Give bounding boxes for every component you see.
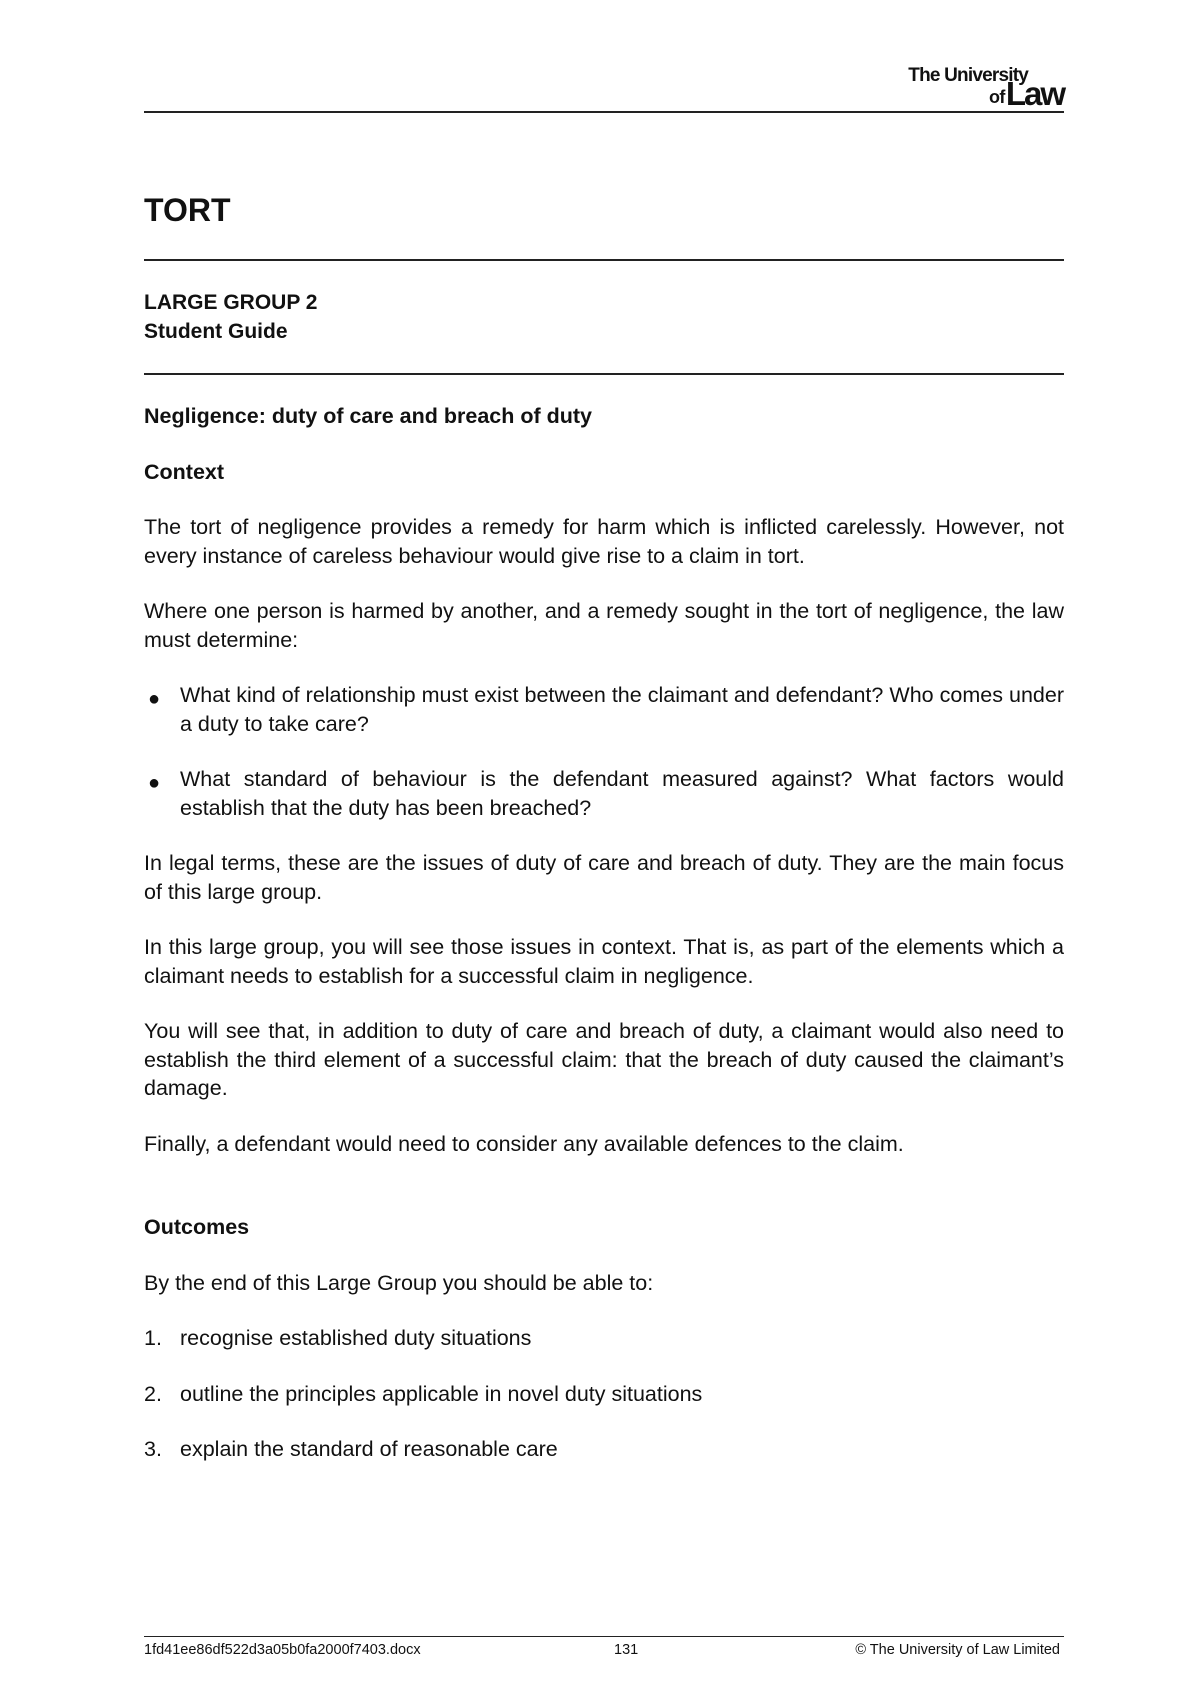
subtitle-block	[144, 288, 317, 346]
paragraph: In this large group, you will see those issues in context. That is, as part of the elements which a claimant needs to establish for a successful claim in negligence.	[144, 935, 1064, 988]
outcome-item	[144, 1324, 1064, 1353]
logo-line1: The University	[908, 65, 1028, 86]
outcome-number: 3.	[144, 1437, 162, 1461]
outcome-text: explain the standard of reasonable care	[180, 1437, 558, 1461]
subtitle-divider	[144, 373, 1064, 375]
bullet-text: What standard of behaviour is the defendant measured against? What factors would establish that the duty has been breached?	[180, 767, 1064, 820]
paragraph: You will see that, in addition to duty of care and breach of duty, a claimant would also need to establish the third element of a successful claim: that the breach of duty caused the claimant’s damage.	[144, 1019, 1064, 1100]
bullet-list	[144, 681, 1064, 822]
document-page	[144, 0, 1064, 1698]
outcome-number: 2.	[144, 1381, 162, 1406]
page-title: TORT	[144, 192, 231, 228]
footer-page-number: 131	[614, 1642, 639, 1658]
bullet-icon: ●	[148, 772, 161, 794]
university-logo	[908, 66, 1064, 116]
footer-divider	[144, 1636, 1064, 1637]
paragraph: In legal terms, these are the issues of duty of care and breach of duty. They are the main focus of this large group.	[144, 851, 1064, 904]
logo-of: of	[989, 87, 1005, 107]
bullet-icon: ●	[148, 688, 161, 710]
context-heading: Context	[144, 459, 225, 484]
outcomes-intro: By the end of this Large Group you should be able to:	[144, 1270, 654, 1295]
paragraph: Finally, a defendant would need to consider any available defences to the claim.	[144, 1131, 904, 1156]
footer-copyright: © The University of Law Limited	[855, 1642, 1060, 1658]
outcome-text: recognise established duty situations	[180, 1326, 532, 1350]
document-body	[144, 402, 1064, 1491]
outcome-number: 1.	[144, 1326, 162, 1350]
subtitle-line1: LARGE GROUP 2	[144, 291, 318, 314]
header-divider	[144, 111, 1064, 113]
outcomes-heading: Outcomes	[144, 1215, 250, 1239]
outcomes-list	[144, 1324, 1064, 1464]
paragraph: Where one person is harmed by another, and a remedy sought in the tort of negligence, the law must determine:	[144, 599, 1064, 652]
outcome-item	[144, 1435, 1064, 1464]
title-divider	[144, 259, 1064, 261]
bullet-item	[144, 765, 1064, 822]
footer-filename: 1fd41ee86df522d3a05b0fa2000f7403.docx	[144, 1642, 421, 1658]
paragraph: The tort of negligence provides a remedy for harm which is inflicted carelessly. However, not every instance of careless behaviour would give rise to a claim in tort.	[144, 515, 1064, 568]
outcome-item	[144, 1380, 1064, 1409]
bullet-item	[144, 681, 1064, 738]
logo-law: Law	[1005, 75, 1064, 112]
outcome-text: outline the principles applicable in novel duty situations	[180, 1381, 703, 1406]
bullet-text: What kind of relationship must exist between the claimant and defendant? Who comes under a duty to take care?	[180, 683, 1064, 736]
topic-heading: Negligence: duty of care and breach of duty	[144, 404, 592, 428]
subtitle-line2: Student Guide	[144, 320, 288, 343]
